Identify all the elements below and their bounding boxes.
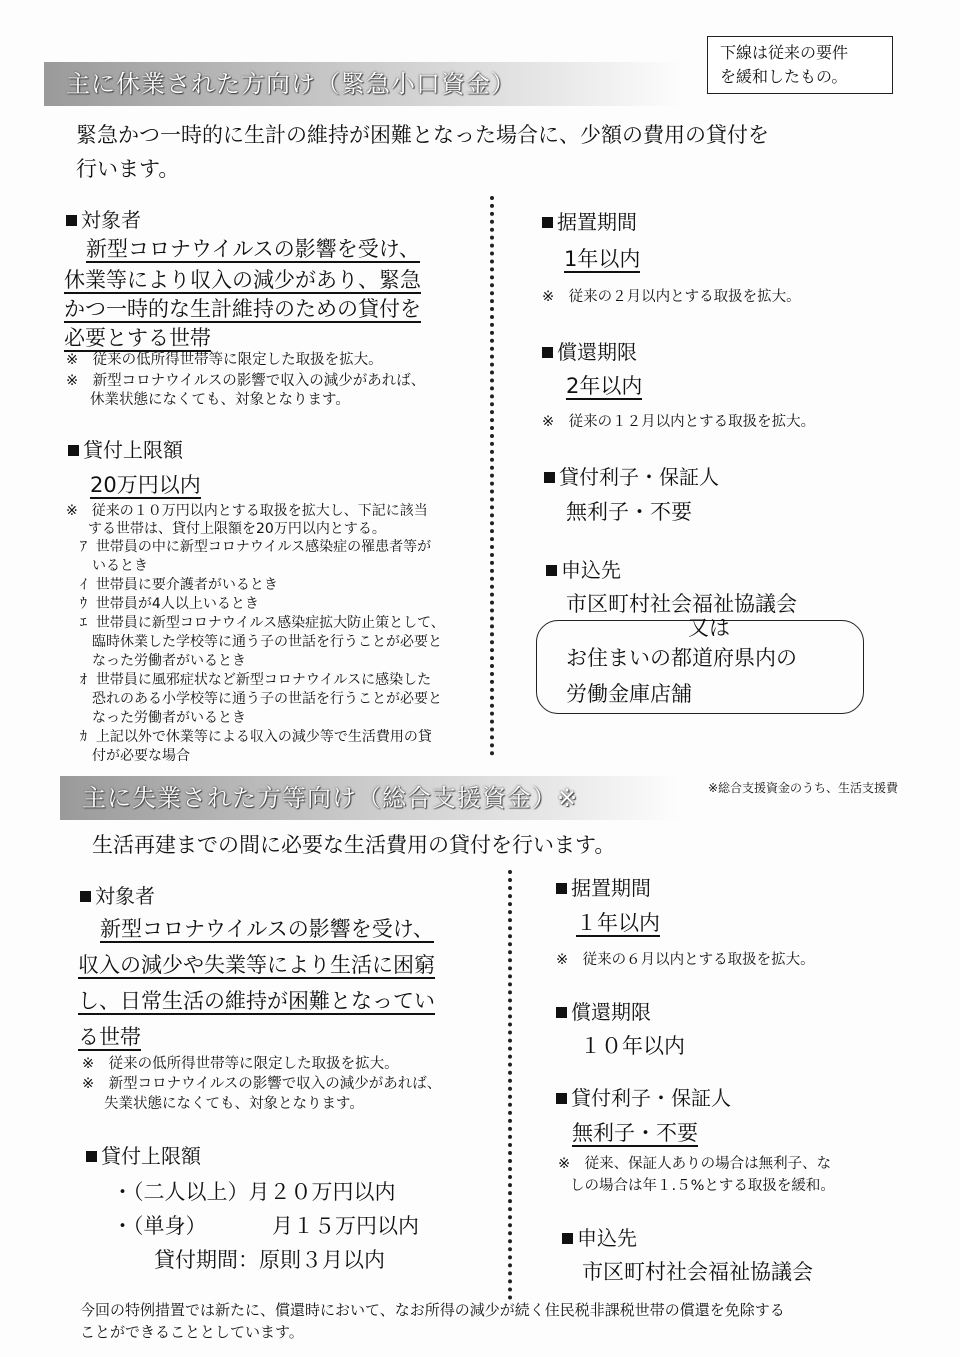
section2-target-line-2 [78,948,435,982]
section2-target-heading-label: 対象者 [95,884,155,908]
section2-target-note-2b: 失業状態になくても、対象となります。 [104,1096,364,1112]
limit-item-e-text-3: なった労働者がいるとき [92,653,246,669]
section2-apply-heading [562,1224,637,1252]
section1-apply-value-2: お住まいの都道府県内の [566,646,797,670]
section2-target-text-1: 新型コロナウイルスの影響を受け、 [100,917,434,941]
section1-repay-heading [542,338,637,366]
limit-item-o [80,671,490,690]
section1-target-text-4: 必要とする世帯 [64,326,211,350]
section1-target-heading [66,206,141,234]
section2-target-note-2a: ※ 新型コロナウイルスの影響で収入の減少があれば、 [82,1076,442,1092]
section1-target-line-1 [86,232,420,266]
limit-item-a [80,538,490,557]
section2-defer-value-text: １年以内 [576,911,660,935]
section2-defer-heading [556,874,651,902]
section1-target-text-2: 休業等により収入の減少があり、緊急 [64,268,421,292]
section2-target-line-4 [78,1020,141,1054]
section1-limit-heading [68,436,183,464]
section2-limit-heading [86,1142,201,1170]
section1-apply-value-1: 市区町村社会福祉協議会 [566,592,797,616]
section1-apply-heading-label: 申込先 [561,558,621,582]
section2-banner-note: ※総合支援資金のうち、生活支援費 [708,781,899,795]
section1-limit-heading-label: 貸付上限額 [83,438,183,462]
limit-item-e-mark: ｴ [80,615,87,631]
limit-item-i [80,576,490,595]
bullet-square-icon [66,215,77,226]
section1-repay-value-text: 2年以内 [566,374,643,398]
section2-interest-note-1: ※ 従来、保証人ありの場合は無利子、な [558,1156,832,1172]
bullet-square-icon [542,217,553,228]
section2-defer-heading-label: 据置期間 [571,876,651,900]
section2-interest-value [572,1116,698,1150]
section1-limit-value [90,468,201,502]
bullet-square-icon [556,1007,567,1018]
section1-limit-note-1: ※ 従来の１０万円以内とする取扱を拡大し、下記に該当 [66,503,428,519]
limit-item-u-text-1: 世帯員が4人以上いるとき [95,596,259,612]
limit-item-e [80,614,490,633]
section1-intro-2: 行います。 [76,157,180,181]
bullet-square-icon [556,883,567,894]
limit-item-o-text-3: なった労働者がいるとき [92,710,246,726]
section1-repay-value [566,369,642,403]
limit-item-e-text-2: 臨時休業した学校等に通う子の世話を行うことが必要と [92,634,442,650]
note-line-1: 下線は従来の要件 [720,43,849,62]
section1-apply-value-3: 労働金庫店舗 [566,682,692,706]
section1-target-heading-label: 対象者 [81,208,141,232]
section2-interest-heading-label: 貸付利子・保証人 [571,1086,731,1110]
section1-interest-value: 無利子・不要 [566,500,692,524]
limit-item-ka-text-1: 上記以外で休業等による収入の減少等で生活費用の貸 [95,729,432,745]
limit-item-ka [80,728,490,747]
section2-repay-heading-label: 償還期限 [571,1000,651,1024]
section2-interest-value-text: 無利子・不要 [572,1121,698,1145]
bullet-square-icon [544,472,555,483]
section2-defer-note: ※ 従来の６月以内とする取扱を拡大。 [556,952,815,968]
bullet-square-icon [562,1233,573,1244]
limit-item-o-mark: ｵ [80,672,87,688]
bullet-square-icon [546,565,557,576]
limit-item-e-text-1: 世帯員に新型コロナウイルス感染症拡大防止策として、 [95,615,445,631]
section1-apply-heading [546,556,621,584]
bullet-square-icon [68,445,79,456]
limit-item-i-text-1: 世帯員に要介護者がいるとき [95,577,278,593]
section1-target-note-1: ※ 従来の低所得世帯等に限定した取扱を拡大。 [66,352,383,368]
section2-target-text-3: し、日常生活の維持が困難となってい [78,989,435,1013]
section2-limit-line-2a: ・（単身） [112,1214,207,1238]
section1-limit-note-2: する世帯は、貸付上限額を20万円以内とする。 [88,521,386,537]
section2-repay-heading [556,998,651,1026]
section2-target-line-3 [78,984,435,1018]
section2-apply-value: 市区町村社会福祉協議会 [582,1260,813,1284]
section1-defer-heading-label: 据置期間 [557,210,637,234]
section2-limit-period: 貸付期間：原則３月以内 [154,1248,385,1272]
section2-intro: 生活再建までの間に必要な生活費用の貸付を行います。 [92,833,616,857]
section2-banner: 主に失業された方等向け（総合支援資金）※ [60,776,680,820]
section1-defer-value-text: 1年以内 [564,247,641,271]
limit-item-a-text-2: いるとき [92,558,148,574]
section2-limit-heading-label: 貸付上限額 [101,1144,201,1168]
limit-item-a-mark: ｱ [80,539,87,555]
section1-defer-value [564,242,640,276]
footer-note-2: ことができることとしています。 [80,1323,304,1341]
section1-apply-or: 又は [688,616,730,640]
section2-interest-heading [556,1084,731,1112]
section1-limit-value-text: 20万円以内 [90,473,201,497]
limit-item-o-text-2: 恐れのある小学校等に通う子の世話を行うことが必要と [92,691,442,707]
section2-limit-line-2b: 月１５万円以内 [272,1214,419,1238]
section2-target-text-4: る世帯 [78,1025,141,1049]
section1-defer-heading [542,208,637,236]
limit-item-o-text-1: 世帯員に風邪症状など新型コロナウイルスに感染した [95,672,432,688]
section2-divider [508,870,512,1300]
section2-defer-value [576,906,660,940]
section2-target-text-2: 収入の減少や失業等により生活に困窮 [78,953,435,977]
bullet-square-icon [542,347,553,358]
section1-target-note-2b: 休業状態になくても、対象となります。 [90,392,350,408]
limit-item-ka-text-2: 付が必要な場合 [92,748,190,764]
section1-interest-heading-label: 貸付利子・保証人 [559,465,719,489]
section1-divider [490,196,494,756]
section1-repay-heading-label: 償還期限 [557,340,637,364]
limit-item-a-text-1: 世帯員の中に新型コロナウイルス感染症の罹患者等が [95,539,432,555]
bullet-square-icon [86,1151,97,1162]
limit-item-i-mark: ｲ [80,577,87,593]
section2-target-heading [80,882,155,910]
section1-limit-items [80,538,490,766]
section2-apply-heading-label: 申込先 [577,1226,637,1250]
bullet-square-icon [556,1093,567,1104]
limit-item-u-mark: ｳ [80,596,87,612]
section2-interest-note-2: しの場合は年１.５%とする取扱を緩和。 [570,1178,835,1194]
section1-defer-note: ※ 従来の２月以内とする取扱を拡大。 [542,289,801,305]
section1-target-note-2a: ※ 新型コロナウイルスの影響で収入の減少があれば、 [66,373,426,389]
section1-target-text-1: 新型コロナウイルスの影響を受け、 [86,237,420,261]
section2-repay-value: １０年以内 [580,1034,685,1058]
section1-interest-heading [544,463,719,491]
section1-repay-note: ※ 従来の１２月以内とする取扱を拡大。 [542,414,816,430]
section1-banner: 主に休業された方向け（緊急小口資金） [44,62,684,106]
limit-item-ka-mark: ｶ [80,729,87,745]
bullet-square-icon [80,891,91,902]
footer-note-1: 今回の特例措置では新たに、償還時において、なお所得の減少が続く住民税非課税世帯の償還を免除する [80,1301,785,1319]
section2-limit-line-1: ・（二人以上）月２０万円以内 [112,1180,396,1204]
note-box [707,36,893,94]
section1-intro-1: 緊急かつ一時的に生計の維持が困難となった場合に、少額の費用の貸付を [76,123,769,147]
section2-target-note-1: ※ 従来の低所得世帯等に限定した取扱を拡大。 [82,1056,399,1072]
section2-target-line-1 [100,912,434,946]
limit-item-u [80,595,490,614]
section1-target-text-3: かつ一時的な生計維持のための貸付を [64,297,421,321]
note-line-2: を緩和したもの。 [720,67,848,86]
